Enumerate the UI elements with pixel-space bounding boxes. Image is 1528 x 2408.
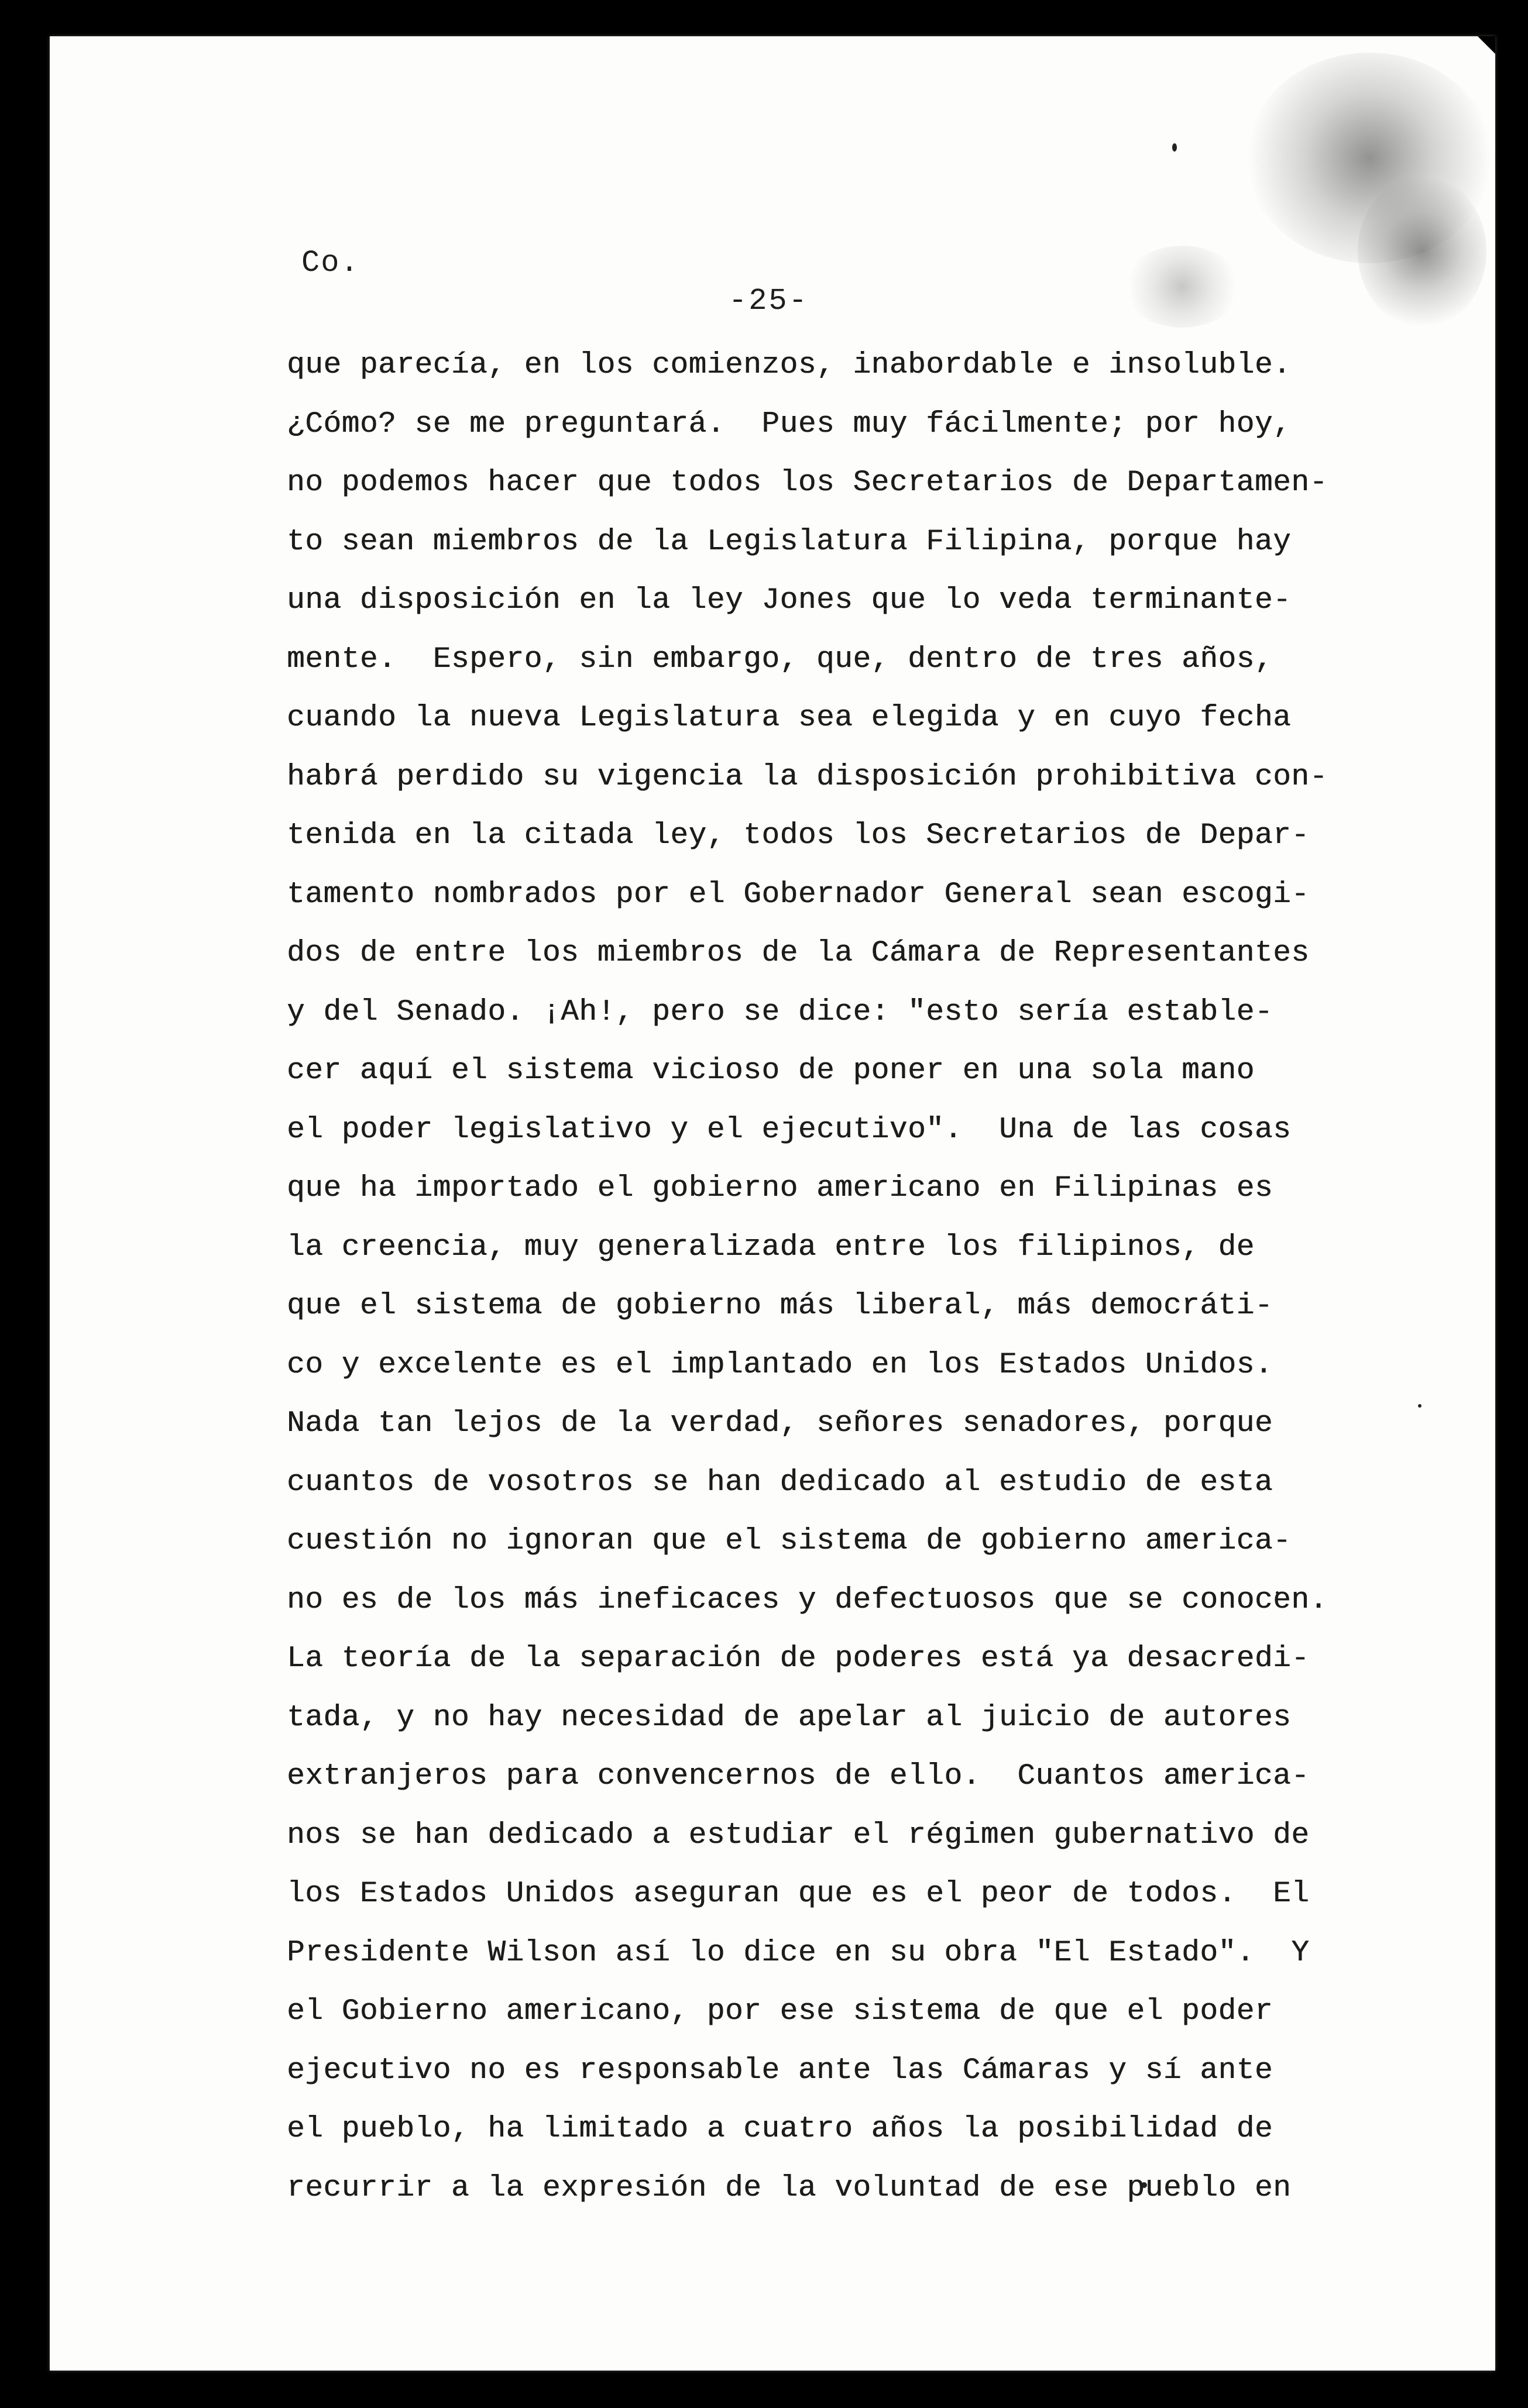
text-line: que ha importado el gobierno americano en Filipinas es <box>287 1172 1273 1205</box>
text-line: tamento nombrados por el Gobernador General sean escogi- <box>287 878 1310 911</box>
text-line: el Gobierno americano, por ese sistema de que el poder <box>287 1995 1273 2028</box>
text-line: una disposición en la ley Jones que lo veda terminante- <box>287 584 1292 617</box>
ink-smudge <box>1358 176 1486 328</box>
text-line: nos se han dedicado a estudiar el régimen gubernativo de <box>287 1818 1310 1852</box>
text-line: habrá perdido su vigencia la disposición prohibitiva con- <box>287 760 1328 794</box>
text-line: la creencia, muy generalizada entre los filipinos, de <box>287 1230 1255 1264</box>
text-line: to sean miembros de la Legislatura Filipina, porque hay <box>287 525 1292 559</box>
text-line: no es de los más ineficaces y defectuosos que se conocen. <box>287 1583 1328 1617</box>
page-number: -25- <box>729 284 809 318</box>
text-line: Presidente Wilson así lo dice en su obra "El Estado". Y <box>287 1936 1310 1970</box>
text-line: La teoría de la separación de poderes está ya desacredi- <box>287 1642 1310 1676</box>
text-line: y del Senado. ¡Ah!, pero se dice: "esto sería estable- <box>287 995 1273 1029</box>
text-line: no podemos hacer que todos los Secretarios de Departamen- <box>287 466 1328 500</box>
text-line: cuantos de vosotros se han dedicado al estudio de esta <box>287 1466 1273 1499</box>
text-line: cuando la nueva Legislatura sea elegida y en cuyo fecha <box>287 701 1292 735</box>
text-line: ejecutivo no es responsable ante las Cámaras y sí ante <box>287 2053 1273 2087</box>
text-line: que parecía, en los comienzos, inabordable e insoluble. <box>287 349 1292 382</box>
text-line: dos de entre los miembros de la Cámara de Representantes <box>287 937 1310 970</box>
text-line: tenida en la citada ley, todos los Secretarios de Depar- <box>287 819 1310 852</box>
text-line: el poder legislativo y el ejecutivo". Una de las cosas <box>287 1113 1292 1147</box>
text-line: recurrir a la expresión de la voluntad de ese pueblo en <box>287 2171 1292 2205</box>
folio-mark: Co. <box>301 246 360 280</box>
text-line: ¿Cómo? se me preguntará. Pues muy fácilmente; por hoy, <box>287 407 1292 441</box>
text-line: que el sistema de gobierno más liberal, más democráti- <box>287 1289 1273 1323</box>
dust-speck <box>1418 1404 1421 1408</box>
text-line: tada, y no hay necesidad de apelar al juicio de autores <box>287 1701 1292 1735</box>
text-line: mente. Espero, sin embargo, que, dentro de tres años, <box>287 642 1273 676</box>
text-line: el pueblo, ha limitado a cuatro años la posibilidad de <box>287 2113 1273 2146</box>
text-line: extranjeros para convencernos de ello. Cuantos america- <box>287 1760 1310 1793</box>
text-line: cuestión no ignoran que el sistema de gobierno america- <box>287 1525 1292 1558</box>
typed-body-text <box>287 336 1340 2218</box>
text-line: Nada tan lejos de la verdad, señores senadores, porque <box>287 1407 1273 1440</box>
text-line: cer aquí el sistema vicioso de poner en una sola mano <box>287 1054 1255 1088</box>
ink-smudge <box>1124 246 1241 328</box>
text-line: los Estados Unidos aseguran que es el peor de todos. El <box>287 1877 1310 1911</box>
dust-speck <box>1172 143 1177 152</box>
text-line: co y excelente es el implantado en los Estados Unidos. <box>287 1348 1273 1382</box>
paper-corner-curl <box>1478 36 1495 54</box>
